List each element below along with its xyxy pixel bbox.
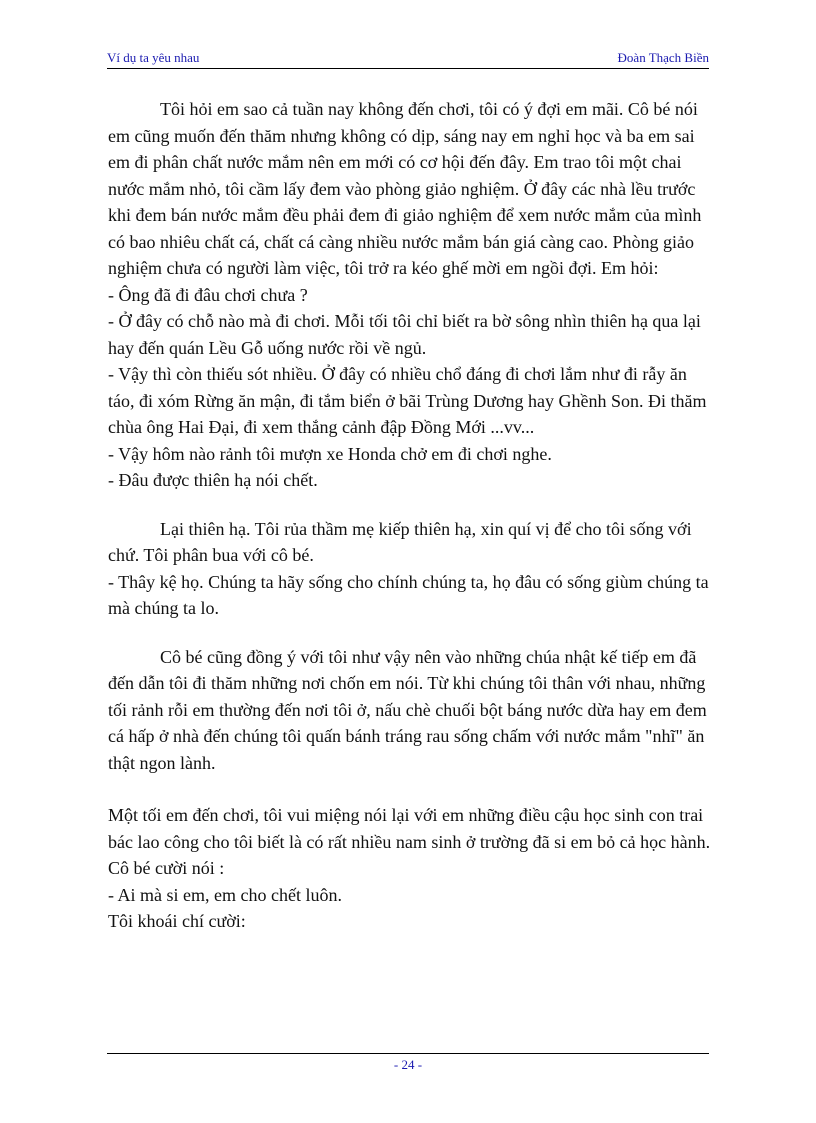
header-author: Đoàn Thạch Biền <box>617 50 709 65</box>
paragraph: Tôi khoái chí cười: <box>108 911 246 931</box>
paragraph: Lại thiên hạ. Tôi rủa thầm mẹ kiếp thiên hạ, xin quí vị để cho tôi sống với chứ. Tôi phân bua với cô bé. <box>108 518 692 565</box>
dialogue-line: - Ở đây có chỗ nào mà đi chơi. Mỗi tối tôi chỉ biết ra bờ sông nhìn thiên hạ qua lại hay đến quán Lều Gỗ uống nước rồi về ngủ. <box>108 311 701 358</box>
footer-divider <box>107 1053 709 1054</box>
page-header <box>107 50 709 69</box>
page-body <box>108 96 712 935</box>
paragraph-spacer <box>108 622 712 644</box>
dialogue-line: - Vậy thì còn thiếu sót nhiều. Ở đây có nhiều chổ đáng đi chơi lắm như đi rẫy ăn táo, đi xóm Rừng ăn mận, đi tắm biển ở bãi Trùng Dương hay Ghềnh Son. Đi thăm chùa ông Hai Đại, đi xem thắng cảnh đập Đồng Mới ...vv... <box>108 364 707 437</box>
header-book-title: Ví dụ ta yêu nhau <box>107 50 200 65</box>
paragraph-spacer <box>108 494 712 516</box>
dialogue-line: - Ai mà si em, em cho chết luôn. <box>108 884 342 905</box>
paragraph: Cô bé cũng đồng ý với tôi như vậy nên vào những chúa nhật kế tiếp em đã đến dẫn tôi đi thăm những nơi chốn em nói. Từ khi chúng tôi thân với nhau, những tối rảnh rỗi em thường đến nơi tôi ở, nấu chè chuối bột báng nước dừa hay em đem cá hấp ở nhà đến chúng tôi quấn bánh tráng rau sống chấm với nước mắm "nhĩ" ăn thật ngon lành. <box>108 646 707 773</box>
dialogue-line: - Thây kệ họ. Chúng ta hãy sống cho chính chúng ta, họ đâu có sống giùm chúng ta mà chúng ta lo. <box>108 571 709 618</box>
paragraph: Một tối em đến chơi, tôi vui miệng nói lại với em những điều cậu học sinh con trai bác lao công cho tôi biết là có rất nhiều nam sinh ở trường đã si em bỏ cả học hành. Cô bé cười nói : <box>108 805 711 878</box>
paragraph: Tôi hỏi em sao cả tuần nay không đến chơi, tôi có ý đợi em mãi. Cô bé nói em cũng muốn đến thăm nhưng không có dịp, sáng nay em nghỉ học và ba em sai em đi phân chất nước mắm nên em mới có cơ hội đến đây. Em trao tôi một chai nước mắm nhỏ, tôi cầm lấy đem vào phòng giảo nghiệm. Ở đây các nhà lều trước khi đem bán nước mắm đều phải đem đi giảo nghiệm để xem nước mắm của mình có bao nhiêu chất cá, chất cá càng nhiều nước mắm bán giá càng cao. Phòng giảo nghiệm chưa có người làm việc, tôi trở ra kéo ghế mời em ngồi đợi. Em hỏi: <box>108 99 702 278</box>
dialogue-line: - Vậy hôm nào rảnh tôi mượn xe Honda chở em đi chơi nghe. <box>108 443 552 464</box>
paragraph-spacer <box>108 776 712 802</box>
dialogue-line: - Đâu được thiên hạ nói chết. <box>108 470 318 490</box>
dialogue-line: - Ông đã đi đâu chơi chưa ? <box>108 284 308 305</box>
page-number: - 24 - <box>393 1057 423 1072</box>
